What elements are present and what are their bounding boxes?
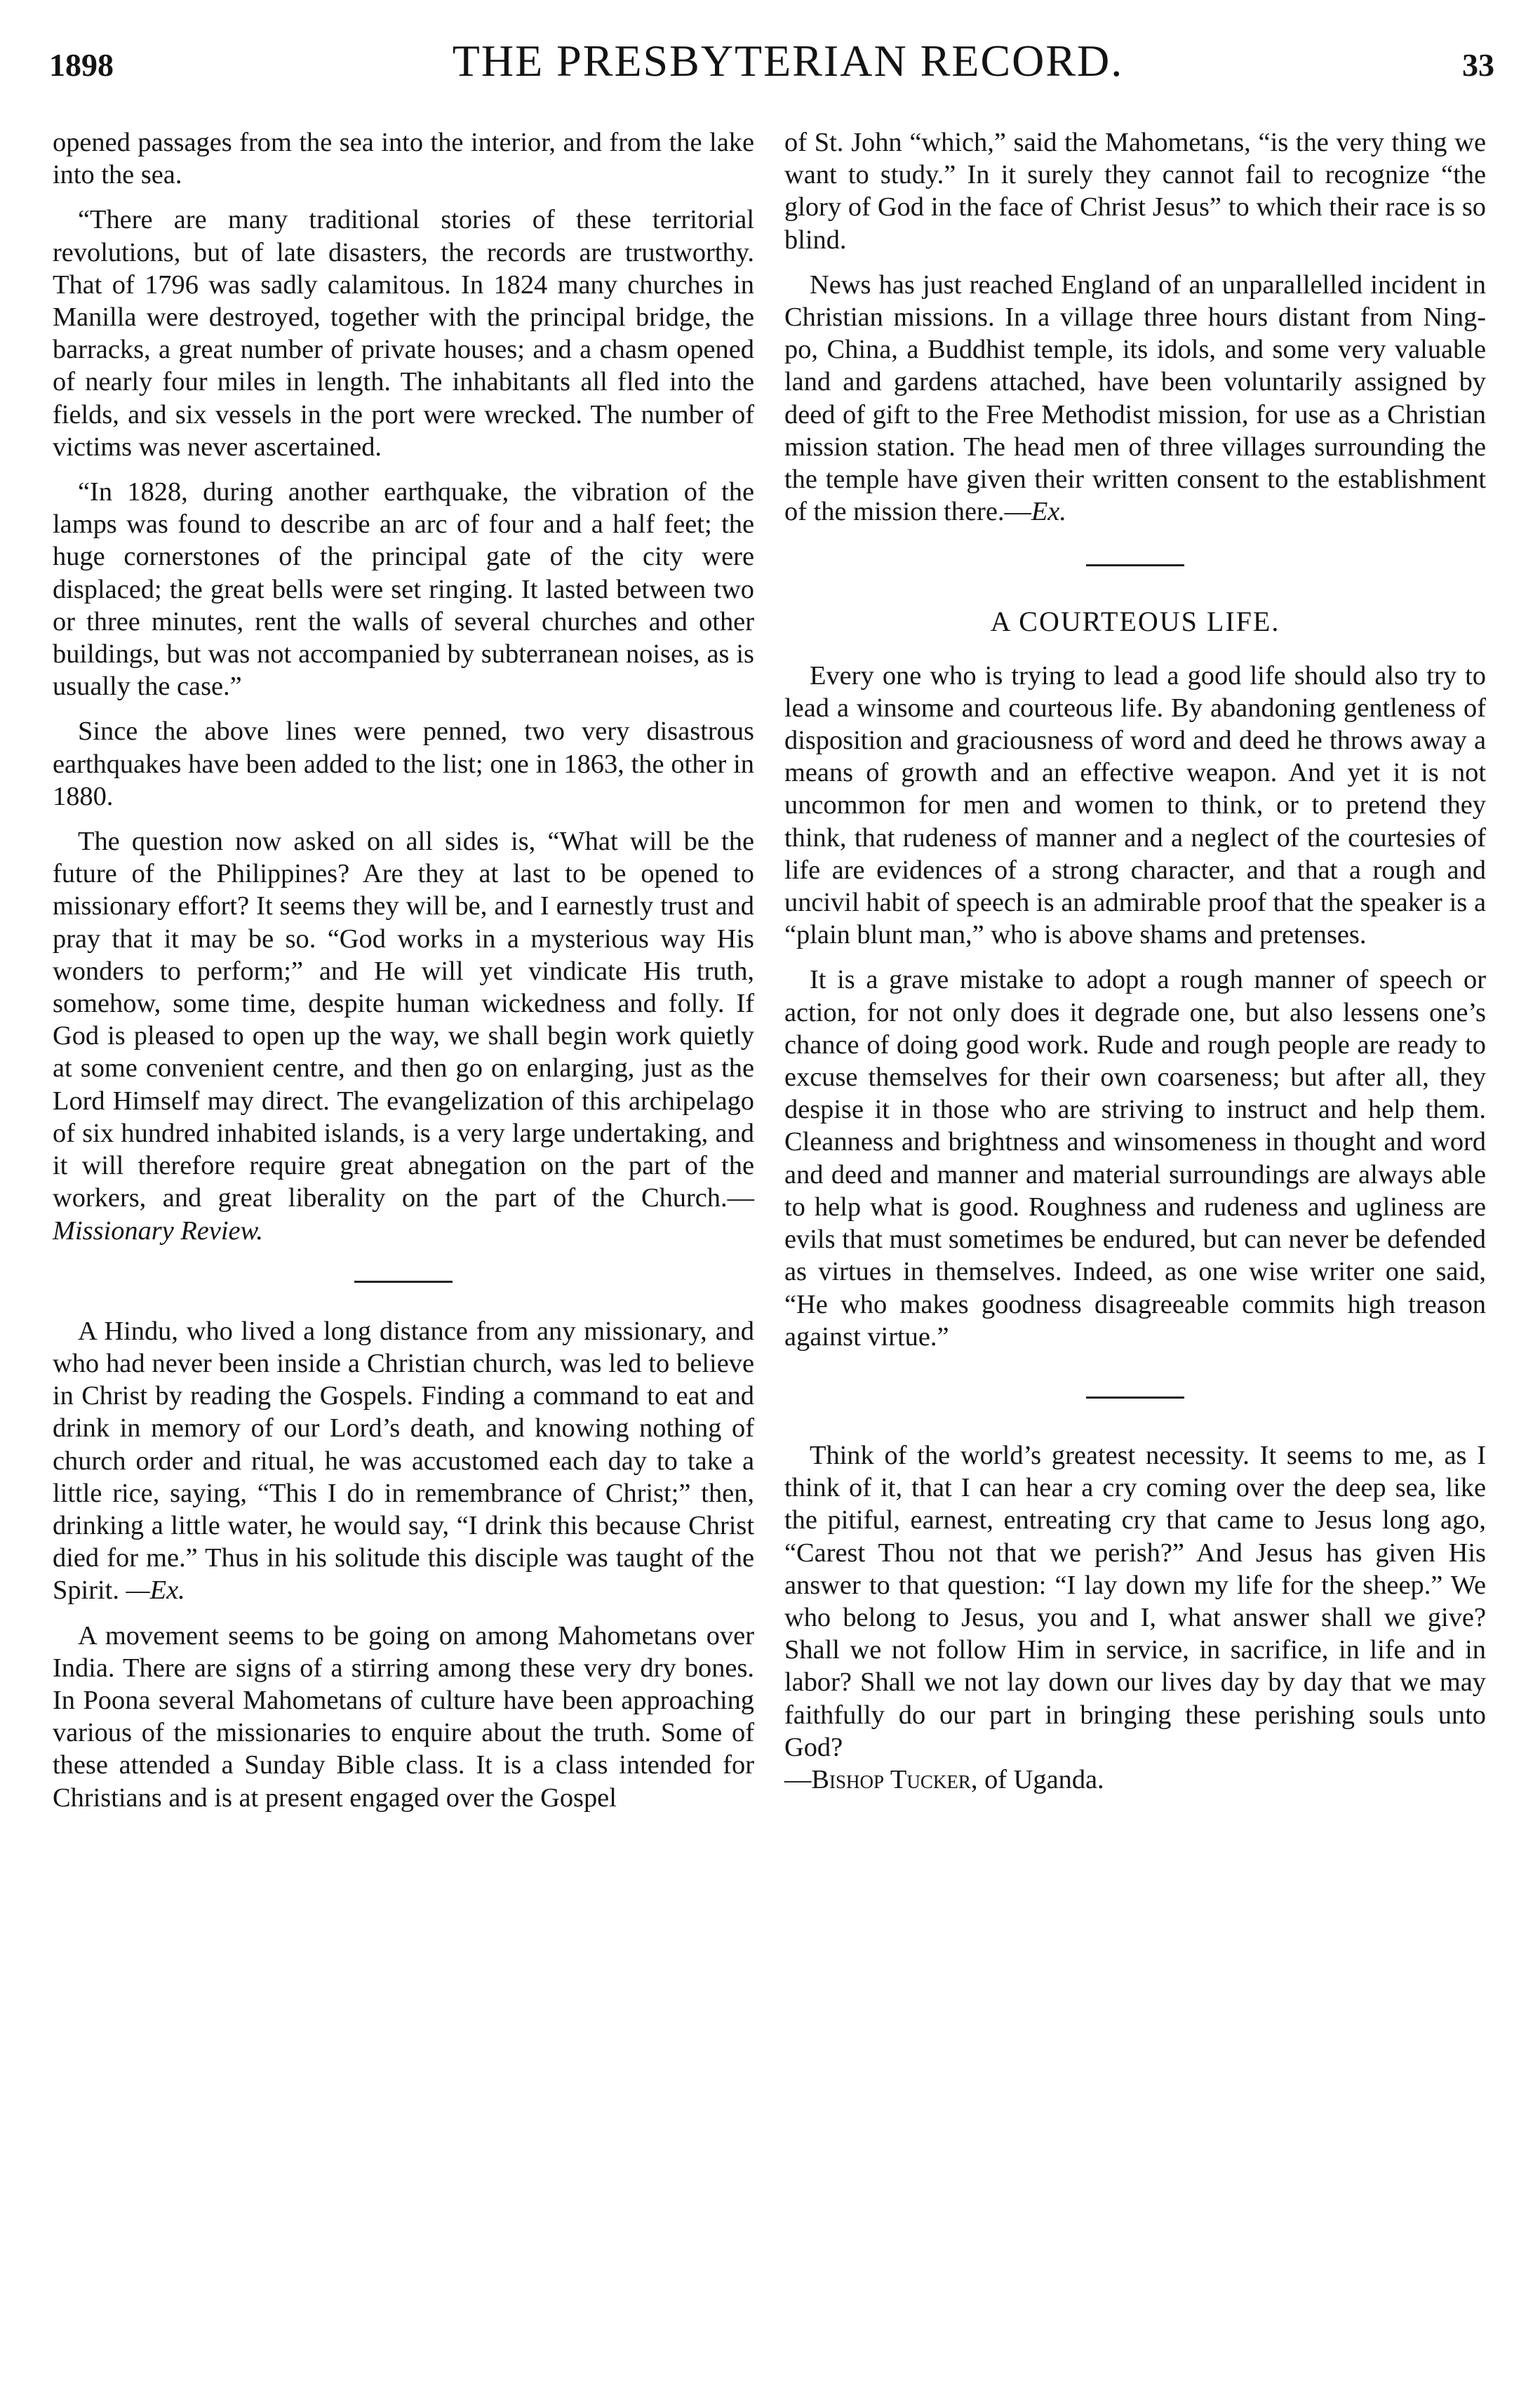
- paragraph-st-john: of St. John “which,” said the Mahometans, “is the very thing we want to study.” In it surely they cannot fail to recognize “the glory of God in the face of Christ Jesus” to which their race is so blind.: [784, 128, 1486, 255]
- paragraph-mahometans-india: A movement seems to be going on among Mahometans over India. There are signs of a stirring among these very dry bones. In Poona several Mahometans of culture have been approaching various of the missionaries to enquire about the truth. Some of these attended a Sunday Bible class. It is a class intended for Christians and is at present engaged over the Gospel: [53, 1620, 754, 1813]
- signature: [784, 1764, 1486, 1796]
- paragraph-manilla-history: “There are many traditional stories of these territorial revolutions, but of late disasters, the records are trustworthy. That of 1796 was sadly calamitous. In 1824 many churches in Manilla were destroyed, together with the principal bridge, the barracks, a great number of private houses; and a chasm opened of nearly four miles in length. The inhabitants all fled into the fields, and six vessels in the port were wrecked. The number of victims was never ascertained.: [53, 205, 754, 462]
- header-year: 1898: [49, 47, 114, 83]
- page-number: 33: [1462, 47, 1494, 83]
- philippines-text: The question now asked on all sides is, “What will be the future of the Philippines? Are they at last to be opened to missionary effort? It seems they will be, and I earnestly trust and pray that it may be so. “God works in a mysterious way His wonders to perform;” and He will yet vindicate His truth, somehow, some time, despite human wickedness and folly. If God is pleased to open up the way, we shall begin work quietly at some convenient centre, and then go on enlarging, just as the Lord Himself may direct. The evangelization of this archipelago of six hundred inhabited islands, is a very large undertaking, and it will therefore require great abnegation on the part of the workers, and great liberality on the part of the Church.—: [53, 827, 754, 1213]
- section-divider: [354, 1281, 453, 1283]
- paragraph-later-earthquakes: Since the above lines were penned, two very disastrous earthquakes have been added to the list; one in 1863, the other in 1880.: [53, 717, 754, 811]
- signature-place: of Uganda.: [977, 1764, 1104, 1794]
- source-missionary-review: Missionary Review.: [53, 1215, 263, 1246]
- paragraph-ningpo-temple: [784, 269, 1486, 528]
- paragraph-earthquake-1828: “In 1828, during another earthquake, the vibration of the lamps was found to describe an arc of four and a half feet; the huge cornerstones of the principal gate of the city were displaced; the great bells were set ringing. It lasted between two or three minutes, rent the walls of several churches and other buildings, but was not accompanied by subterranean noises, as is usually the case.”: [53, 477, 754, 702]
- ningpo-text: News has just reached England of an unparallelled incident in Christian missions. In a village three hours distant from Ning-po, China, a Buddhist temple, its idols, and some very valuable land and gardens attached, have been voluntarily assigned by deed of gift to the Free Methodist mission, for use as a Christian mission station. The head men of three villages surrounding the the temple have given their written consent to the establishment of the mission there.—: [784, 269, 1486, 527]
- paragraph-continued: opened passages from the sea into the interior, and from the lake into the sea.: [53, 128, 754, 190]
- section-divider: [1086, 1397, 1184, 1399]
- paragraph-greatest-necessity: Think of the world’s greatest necessity. It seems to me, as I think of it, that I can hear a cry coming over the deep sea, like the pitiful, earnest, entreating cry that came to Jesus long ago, “Carest Thou not that we perish?” And Jesus has given His answer to that question: “I lay down my life for the sheep.” We who belong to Jesus, you and I, what answer shall we give? Shall we not follow Him in service, in sacrifice, in life and in labor? Shall we not lay down our lives day by day that we may faithfully do our part in bringing these perishing souls unto God?: [784, 1440, 1486, 1762]
- left-column: [53, 126, 754, 1814]
- section-divider: [1086, 564, 1184, 566]
- publication-title: THE PRESBYTERIAN RECORD.: [452, 36, 1124, 86]
- article-heading: A COURTEOUS LIFE.: [990, 606, 1280, 638]
- paragraph-rough-manner: It is a grave mistake to adopt a rough manner of speech or action, for not only does it degrade one, but also lessens one’s chance of doing good work. Rude and rough people are ready to excuse themselves for their own coarseness; but after all, they despise it in those who are striving to instruct and help them. Cleanness and brightness and winsomeness in thought and word and deed and manner and material surroundings are always able to help what is good. Roughness and rudeness and ugliness are evils that must sometimes be endured, but can never be defended as virtues in themselves. Indeed, as one wise writer one said, “He who makes goodness disagreeable commits high treason against virtue.”: [784, 965, 1486, 1352]
- source-ex: Ex.: [1031, 497, 1066, 527]
- signature-name: —Bishop Tucker,: [784, 1764, 978, 1794]
- right-column: [784, 126, 1486, 1796]
- paragraph-hindu-disciple: [53, 1315, 754, 1607]
- page-header: [49, 35, 1494, 98]
- paragraph-courteous-life: Every one who is trying to lead a good life should also try to lead a winsome and courteous life. By abandoning gentleness of disposition and graciousness of word and deed he throws away a means of growth and an effective weapon. And yet it is not uncommon for men and women to think, or to pretend they think, that rudeness of manner and a neglect of the courtesies of life are evidences of a strong character, and that a rough and uncivil habit of speech is an admirable proof that the speaker is a “plain blunt man,” who is above shams and pretenses.: [784, 660, 1486, 950]
- source-ex: —Ex.: [126, 1575, 185, 1606]
- paragraph-philippines-future: [53, 825, 754, 1247]
- hindu-text: A Hindu, who lived a long distance from any missionary, and who had never been inside a Christian church, was led to believe in Christ by reading the Gospels. Finding a command to eat and drink in memory of our Lord’s death, and knowing nothing of church order and ritual, he was accustomed each day to take a little rice, saying, “This I do in remembrance of Christ;” then, drinking a little water, he would say, “I drink this because Christ died for me.” Thus in his solitude this disciple was taught of the Spirit.: [53, 1316, 754, 1606]
